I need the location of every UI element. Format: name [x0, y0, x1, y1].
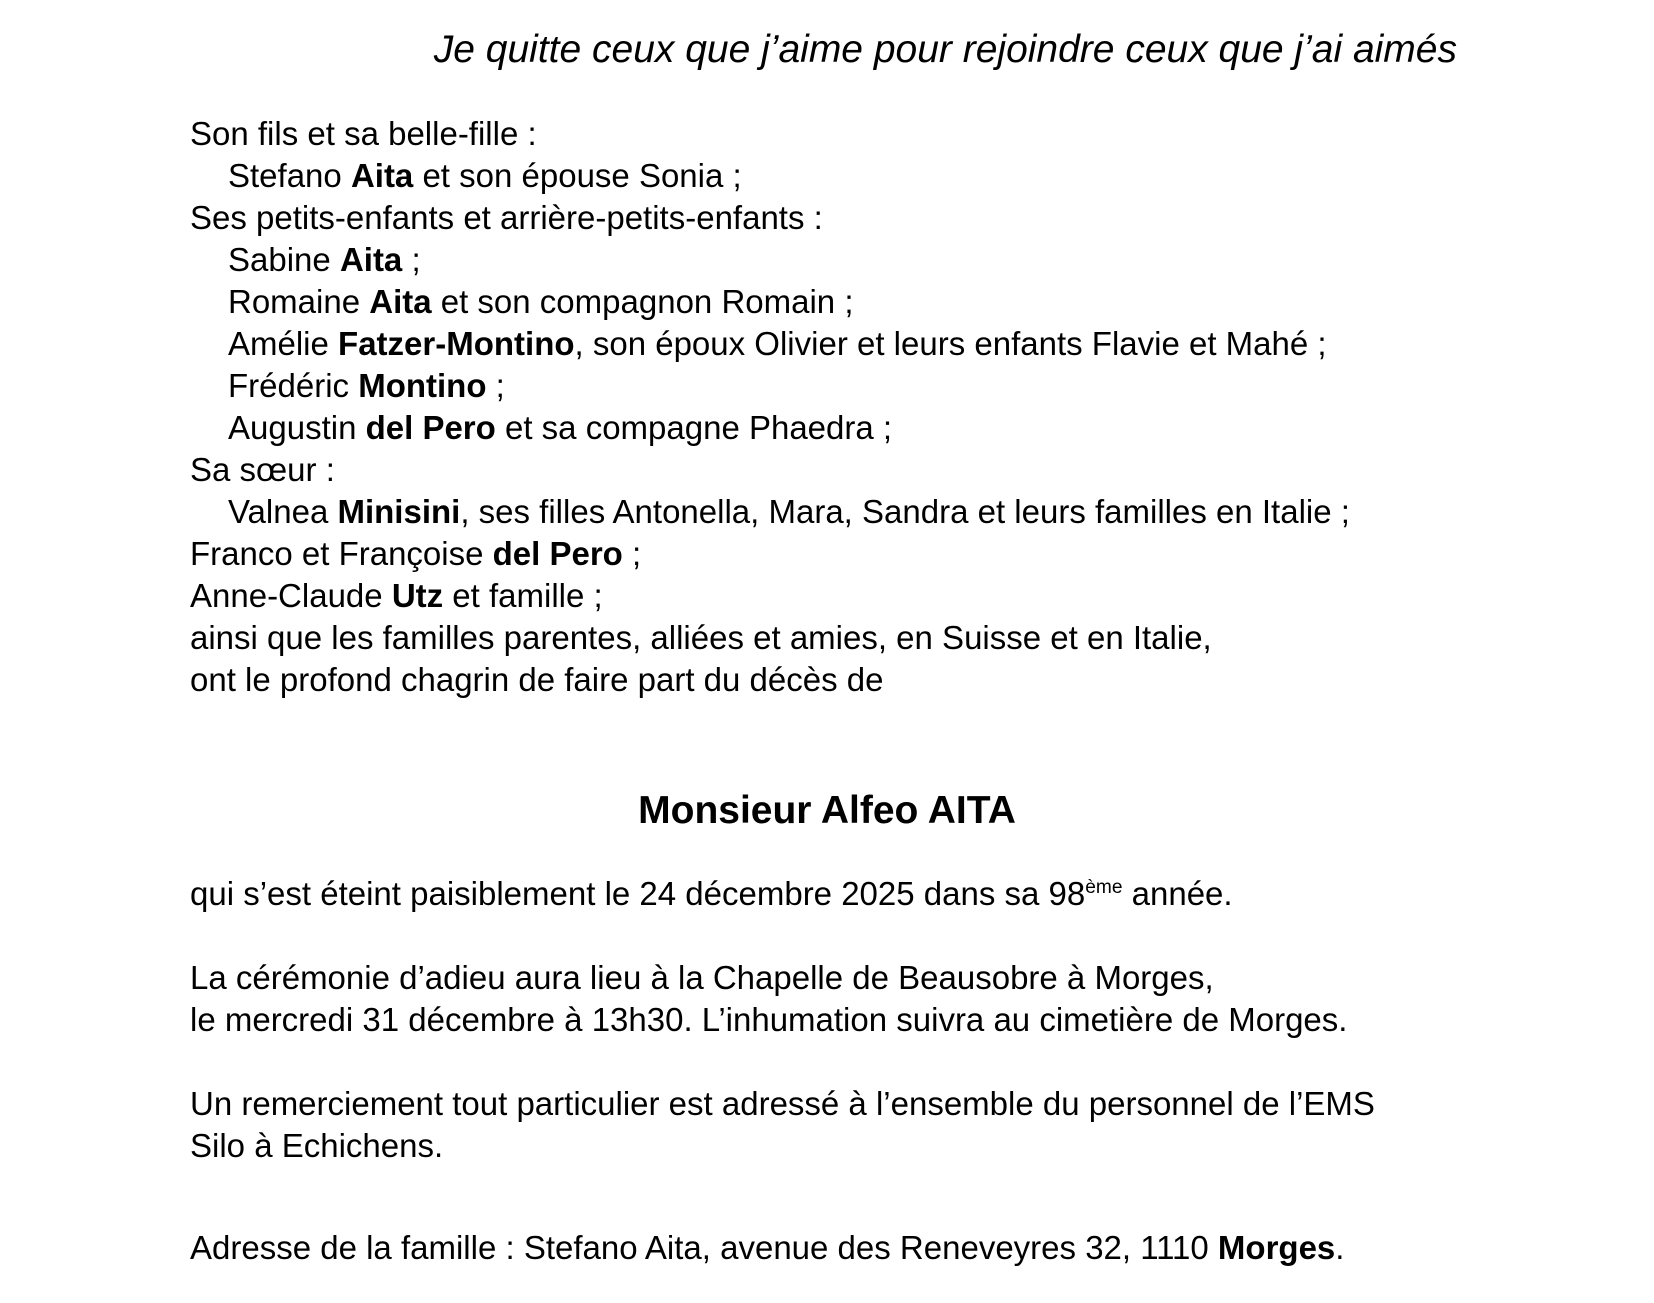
- family-line: [190, 533, 1464, 575]
- bold-name-text: Morges: [1217, 1229, 1336, 1266]
- bold-name-text: del Pero: [492, 535, 623, 572]
- bold-name-text: Aita: [369, 283, 432, 320]
- thanks-paragraph: [190, 1083, 1464, 1167]
- ceremony-line-1: La cérémonie d’adieu aura lieu à la Chapelle de Beausobre à Morges,: [190, 959, 1214, 996]
- death-date-text: qui s’est éteint paisiblement le 24 décembre 2025 dans sa 98: [190, 875, 1086, 912]
- text-segment: Augustin: [228, 409, 366, 446]
- text-segment: Ses petits-enfants et arrière-petits-enfants :: [190, 199, 823, 236]
- text-segment: et son épouse Sonia ;: [413, 157, 742, 194]
- family-line: [190, 491, 1464, 533]
- text-segment: et sa compagne Phaedra ;: [495, 409, 893, 446]
- ceremony-line-2: le mercredi 31 décembre à 13h30. L’inhumation suivra au cimetière de Morges.: [190, 1001, 1348, 1038]
- text-segment: Sabine: [228, 241, 340, 278]
- family-line: [190, 617, 1464, 659]
- text-segment: Adresse de la famille : Stefano Aita, avenue des Reneveyres 32, 1110: [190, 1229, 1218, 1266]
- family-line: [190, 239, 1464, 281]
- family-line: [190, 323, 1464, 365]
- text-segment: ont le profond chagrin de faire part du décès de: [190, 661, 884, 698]
- family-line: [190, 197, 1464, 239]
- family-line: [190, 281, 1464, 323]
- text-segment: ;: [486, 367, 505, 404]
- family-line: [190, 113, 1464, 155]
- text-segment: Sa sœur :: [190, 451, 335, 488]
- text-segment: Romaine: [228, 283, 370, 320]
- bold-name-text: Utz: [391, 577, 444, 614]
- text-segment: , ses filles Antonella, Mara, Sandra et leurs familles en Italie ;: [460, 493, 1350, 530]
- text-segment: .: [1335, 1229, 1345, 1266]
- thanks-line-2: Silo à Echichens.: [190, 1127, 444, 1164]
- text-segment: Frédéric: [228, 367, 359, 404]
- family-list: [190, 113, 1464, 701]
- text-segment: Franco et Françoise: [190, 535, 493, 572]
- family-line: [190, 407, 1464, 449]
- bold-name-text: del Pero: [365, 409, 496, 446]
- epigraph-quote: Je quitte ceux que j’aime pour rejoindre ceux que j’ai aimés: [433, 28, 1457, 71]
- family-line: [190, 155, 1464, 197]
- bold-name-text: Aita: [339, 241, 403, 278]
- text-segment: Amélie: [228, 325, 339, 362]
- text-segment: ;: [622, 535, 642, 572]
- ordinal-superscript: ème: [1085, 877, 1123, 898]
- thanks-line-1: Un remerciement tout particulier est adressé à l’ensemble du personnel de l’EMS: [190, 1085, 1375, 1122]
- bold-name-text: Fatzer-Montino: [338, 325, 575, 362]
- family-address-line: [190, 1227, 1464, 1269]
- text-segment: et son compagnon Romain ;: [431, 283, 854, 320]
- family-line: [190, 659, 1464, 701]
- death-date-line: [190, 873, 1464, 915]
- deceased-name: Monsieur Alfeo AITA: [638, 789, 1016, 832]
- text-segment: Anne-Claude: [190, 577, 392, 614]
- death-date-text-end: année.: [1122, 875, 1233, 912]
- bold-name-text: Montino: [358, 367, 487, 404]
- text-segment: , son époux Olivier et leurs enfants Flavie et Mahé ;: [574, 325, 1327, 362]
- text-segment: ;: [402, 241, 421, 278]
- family-line: [190, 365, 1464, 407]
- text-segment: Stefano: [228, 157, 351, 194]
- bold-name-text: Minisini: [337, 493, 461, 530]
- bold-name-text: Aita: [350, 157, 414, 194]
- text-segment: Valnea: [228, 493, 338, 530]
- text-segment: et famille ;: [443, 577, 603, 614]
- ceremony-paragraph: [190, 957, 1464, 1041]
- text-segment: ainsi que les familles parentes, alliées et amies, en Suisse et en Italie,: [190, 619, 1212, 656]
- family-line: [190, 449, 1464, 491]
- family-line: [190, 575, 1464, 617]
- text-segment: Son fils et sa belle-fille :: [190, 115, 537, 152]
